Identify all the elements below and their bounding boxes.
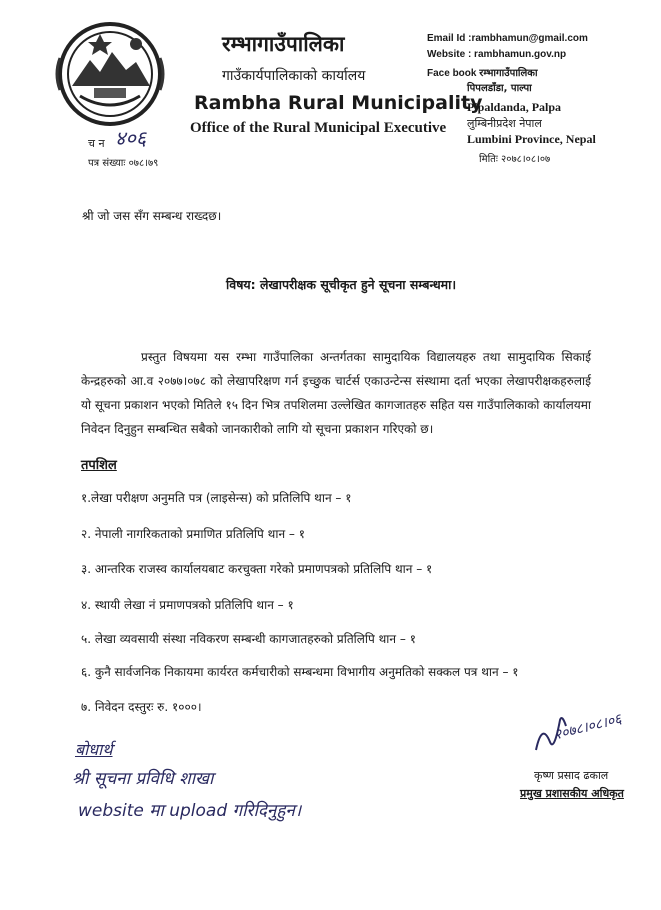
letter-number: पत्र संख्याः ०७८।७९ xyxy=(88,158,159,169)
contact-email: Email Id :rambhamun@gmail.com xyxy=(427,33,588,44)
municipality-name-nepali: रम्भागाउँपालिका xyxy=(222,32,345,56)
list-item: २. नेपाली नागरिकताको प्रमाणित प्रतिलिपि थान – १ xyxy=(81,527,305,541)
contact-village-english: Pipaldanda, Palpa xyxy=(467,100,562,114)
contact-website: Website : rambhamun.gov.np xyxy=(427,49,567,60)
notice-body-paragraph: प्रस्तुत विषयमा यस रम्भा गाउँपालिका अन्तर्गतका सामुदायिक विद्यालयहरु तथा सामुदायिक सिकाई केन्द्रहरुको आ.व २०७७।०७८ को लेखापरिक्षण गर्न इच्छुक चार्टर्स एकाउन्टेन्स संस्थामा दर्ता भएका लेखापरीक्षकहरुलाई यो सूचना प्रकाशन भएको मितिले १५ दिन भित्र तपशिलमा उल्लेखित कागजातहरु सहित यस गाउँपालिकाको कार्यालयमा निवेदन दिनुहुन सम्बन्धित सबैको जानकारीको लागि यो सूचना प्रकाशन गरिएको छ। xyxy=(81,350,591,436)
municipality-name-english: Rambha Rural Municipality xyxy=(194,92,483,114)
dispatch-number: ४०६ xyxy=(115,126,147,150)
list-item: १.लेखा परीक्षण अनुमति पत्र (लाइसेन्स) को प्रतिलिपि थान – १ xyxy=(81,491,352,505)
handwritten-note-line-2: website मा upload गरिदिनुहुन। xyxy=(78,801,302,821)
list-item: ४. स्थायी लेखा नं प्रमाणपत्रको प्रतिलिपि थान – १ xyxy=(81,598,294,612)
list-item: ३. आन्तरिक राजस्व कार्यालयबाट करचुक्ता गरेको प्रमाणपत्रको प्रतिलिपि थान – १ xyxy=(81,562,433,576)
signatory-title: प्रमुख प्रशासकीय अधिकृत xyxy=(520,787,624,800)
contact-province-nepali: लुम्बिनीप्रदेश नेपाल xyxy=(467,117,542,130)
list-item: ६. कुनै सार्वजनिक निकायमा कार्यरत कर्मचारीको सम्बन्धमा विभागीय अनुमतिको सक्कल पत्र थान – १ xyxy=(81,665,519,679)
office-name-english: Office of the Rural Municipal Executive xyxy=(190,120,447,136)
contact-province-english: Lumbini Province, Nepal xyxy=(467,132,596,146)
signatory-name: कृष्ण प्रसाद ढकाल xyxy=(534,769,609,782)
contact-village-nepali: पिपलडाँडा, पाल्पा xyxy=(467,83,532,94)
contact-facebook: Face book रम्भागाउँपालिका xyxy=(427,68,538,79)
nepal-emblem-seal xyxy=(50,18,170,130)
list-item: ७. निवेदन दस्तुरः रु. १०००। xyxy=(81,700,202,714)
handwritten-note-line-1: श्री सूचना प्रविधि शाखा xyxy=(72,769,214,789)
office-name-nepali: गाउँकार्यपालिकाको कार्यालय xyxy=(222,68,366,84)
recipient-line: श्री जो जस सँग सम्बन्ध राख्दछ। xyxy=(82,209,222,223)
list-item: ५. लेखा व्यवसायी संस्था नविकरण सम्बन्धी कागजातहरुको प्रतिलिपि थान – १ xyxy=(81,632,416,646)
subject-line: विषय: लेखापरीक्षक सूचीकृत हुने सूचना सम्बन्धमा। xyxy=(226,277,457,292)
handwritten-bodharth: बोधार्थ xyxy=(75,740,113,759)
tapasil-heading: तपशिल xyxy=(81,458,117,473)
signature-date: २०७८।०८।०६ xyxy=(552,711,624,744)
dispatch-label: च न xyxy=(88,137,105,150)
letter-date: मितिः २०७८।०८।०७ xyxy=(479,154,551,165)
